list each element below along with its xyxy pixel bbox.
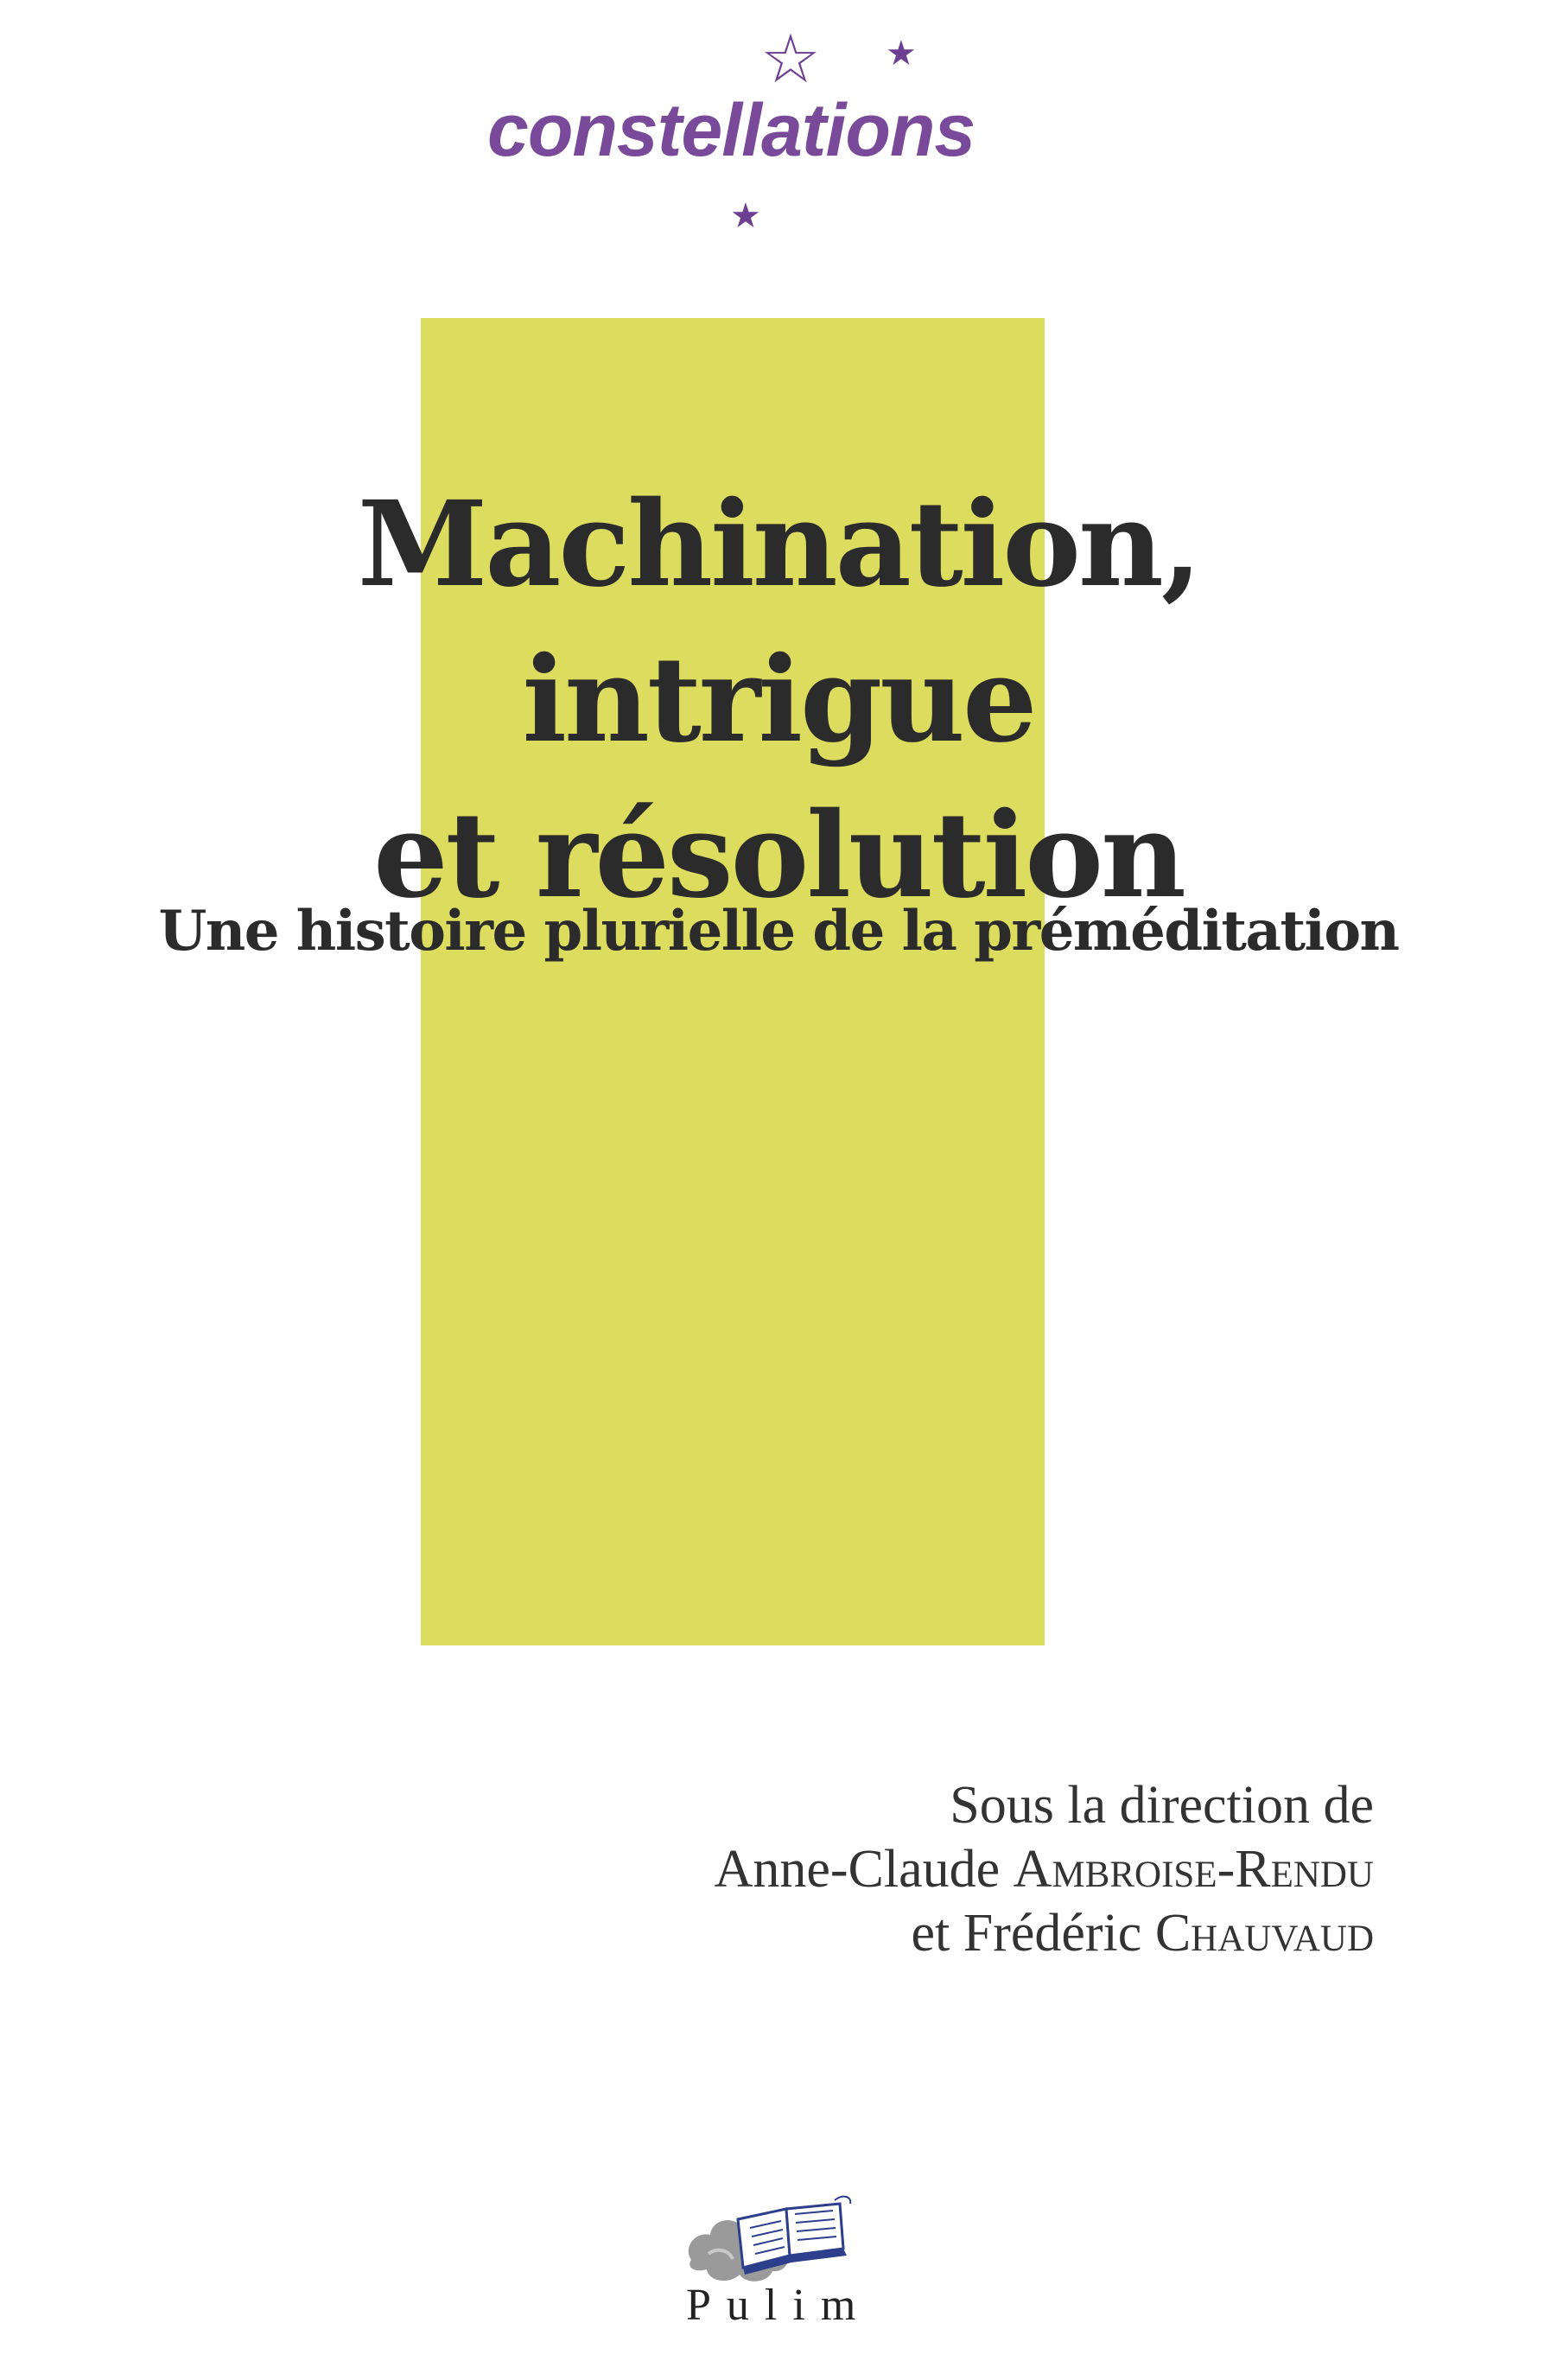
editors-block	[337, 1773, 1374, 1965]
publisher-logo	[683, 2178, 873, 2351]
editor-2-first-name: et Frédéric	[911, 1904, 1142, 1963]
publisher-name: Pulim	[686, 2281, 872, 2330]
series-name: constellations	[487, 89, 976, 172]
editor-1-first-name: Anne-Claude	[714, 1840, 1001, 1899]
star-icon: ★	[886, 34, 917, 73]
title-line-1: Machination, intrigue	[357, 475, 1200, 769]
editor-2	[337, 1901, 1374, 1965]
title-line-2: et résolution	[373, 786, 1184, 925]
book-subtitle: Une histoire plurielle de la préméditation	[158, 899, 1399, 964]
star-outline-icon: ☆	[760, 21, 821, 99]
editor-1	[337, 1837, 1374, 1901]
editor-1-last-name: Ambroise-Rendu	[1013, 1840, 1374, 1899]
editors-intro: Sous la direction de	[950, 1776, 1374, 1835]
series-logo	[484, 21, 1020, 251]
editor-2-last-name: Chauvaud	[1154, 1904, 1374, 1963]
star-icon: ★	[730, 196, 761, 236]
book-title	[86, 467, 1471, 933]
